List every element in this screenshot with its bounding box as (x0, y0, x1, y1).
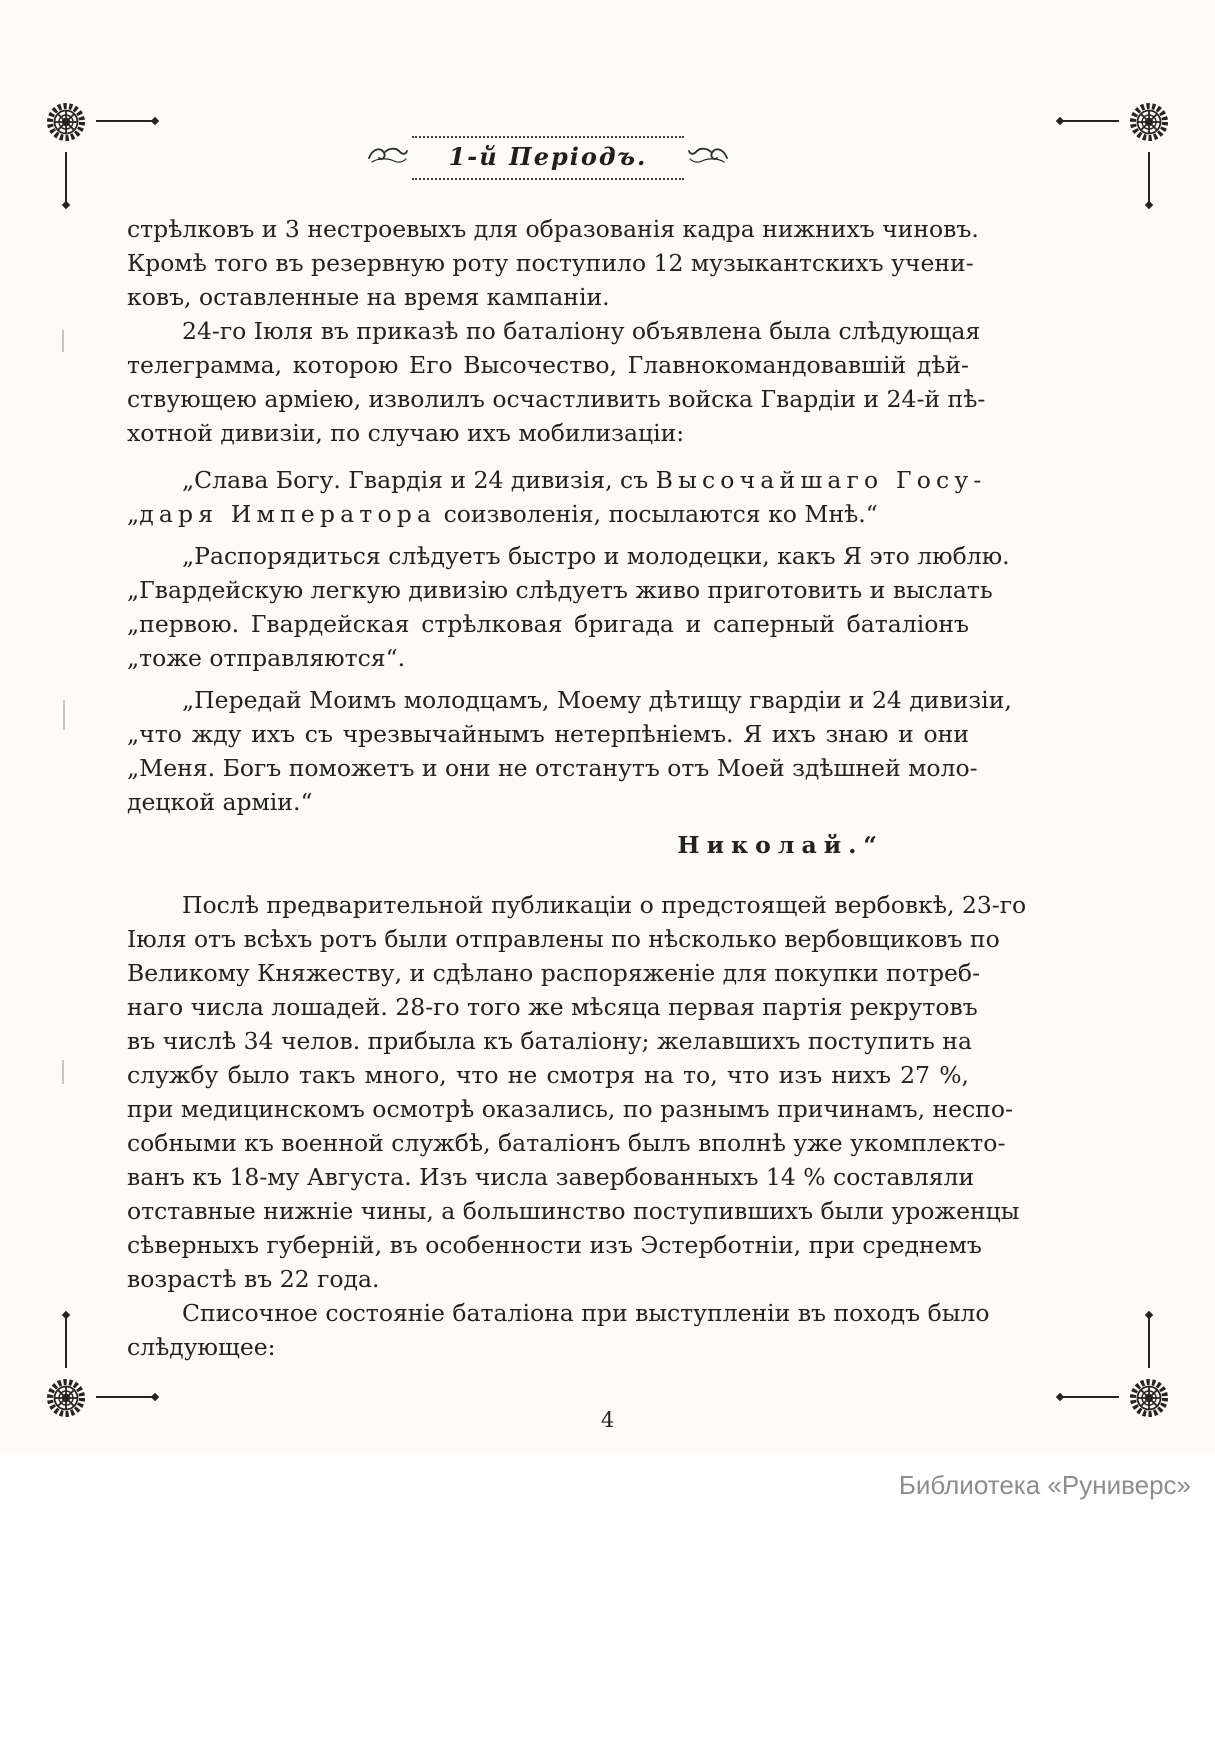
text-line: въ числѣ 34 челов. прибыла къ баталіону; желавшихъ поступить на (127, 1027, 972, 1055)
text-line: слѣдующее: (127, 1333, 276, 1361)
border-line (1148, 1316, 1150, 1368)
text-line: „Передай Моимъ молодцамъ, Моему дѣтищу гвардіи и 24 дивизіи, (182, 686, 1012, 714)
text-line: „первою. Гвардейская стрѣлковая бригада и саперный баталіонъ (127, 610, 969, 638)
paragraph-body (127, 314, 986, 450)
text-line: Послѣ предварительной публикаціи о предстоящей вербовкѣ, 23-го (182, 891, 1027, 919)
text-line: „что жду ихъ съ чрезвычайнымъ нетерпѣніемъ. Я ихъ знаю и они (127, 720, 969, 748)
section-title-box (412, 136, 684, 180)
scan-artifact (63, 700, 65, 730)
text-line: ковъ, оставленные на время кампаніи. (127, 283, 610, 311)
text-line: Іюля отъ всѣхъ ротъ были отправлены по нѣсколько вербовщиковъ по (127, 925, 1000, 953)
corner-ornament-top-right (1127, 100, 1171, 144)
border-line (96, 120, 154, 122)
page-number: 4 (600, 1408, 615, 1432)
section-title: 1-й Періодъ. (448, 142, 648, 171)
library-watermark: Библиотека «Руниверс» (898, 1470, 1191, 1500)
border-line (1061, 120, 1119, 122)
text-line: стрѣлковъ и 3 нестроевыхъ для образованія кадра нижнихъ чиновъ. (127, 215, 979, 243)
border-line (65, 152, 67, 204)
fleuron-icon (368, 145, 408, 171)
paragraph-body (127, 1296, 990, 1364)
border-line (1148, 152, 1150, 204)
text-line: „тоже отправляются“. (127, 644, 406, 672)
border-line (96, 1396, 154, 1398)
text-line: отставные нижніе чины, а большинство поступившихъ были уроженцы (127, 1197, 1020, 1225)
rosette-icon (44, 100, 88, 144)
text-line: собными къ военной службѣ, баталіонъ былъ вполнѣ уже укомплекто- (127, 1129, 1006, 1157)
section-header (368, 136, 728, 180)
paragraph-quote (127, 683, 1012, 819)
text-line: Кромѣ того въ резервную роту поступило 12 музыкантскихъ учени- (127, 249, 974, 277)
border-line (65, 1316, 67, 1368)
text-line: службу было такъ много, что не смотря на то, что изъ нихъ 27 %, (127, 1061, 969, 1089)
text-line: при медицинскомъ осмотрѣ оказались, по разнымъ причинамъ, неспо- (127, 1095, 1013, 1123)
text-line: сѣверныхъ губерній, въ особенности изъ Эстерботніи, при среднемъ (127, 1231, 982, 1259)
text-line: Списочное состояніе баталіона при выступленіи въ походъ было (182, 1299, 990, 1327)
text-line: возрастѣ въ 22 года. (127, 1265, 380, 1293)
text-line: „Слава Богу. Гвардія и 24 дивизія, съ Высочайшаго Госу- (182, 466, 987, 494)
border-line (1061, 1396, 1119, 1398)
corner-ornament-top-left (44, 100, 88, 144)
page-text (127, 212, 1027, 1364)
text-line: „Распорядиться слѣдуетъ быстро и молодецки, какъ Я это люблю. (182, 542, 1010, 570)
paragraph-quote (127, 539, 1010, 675)
text-line: ствующею арміею, изволилъ осчастливить войска Гвардіи и 24-й пѣ- (127, 385, 986, 413)
text-line: „Меня. Богъ поможетъ и они не отстанутъ отъ Моей здѣшней моло- (127, 754, 978, 782)
text-line: децкой арміи.“ (127, 788, 313, 816)
rosette-icon (1127, 100, 1171, 144)
text-line: „даря Императора соизволенія, посылаются ко Мнѣ.“ (127, 500, 878, 528)
text-line: наго числа лошадей. 28-го того же мѣсяца первая партія рекрутовъ (127, 993, 978, 1021)
text-line: телеграмма, которою Его Высочество, Главнокомандовавшій дѣй- (127, 351, 969, 379)
text-line: ванъ къ 18-му Августа. Изъ числа завербованныхъ 14 % составляли (127, 1163, 975, 1191)
text-line: Николай.“ (677, 831, 884, 859)
text-line: Великому Княжеству, и сдѣлано распоряженіе для покупки потреб- (127, 959, 981, 987)
text-line: 24-го Іюля въ приказѣ по баталіону объявлена была слѣдующая (182, 317, 981, 345)
scan-artifact (62, 330, 64, 352)
fleuron-icon (688, 145, 728, 171)
paragraph-body (127, 212, 979, 314)
text-line: „Гвардейскую легкую дивизію слѣдуетъ живо приготовить и выслать (127, 576, 993, 604)
scan-artifact (62, 1060, 64, 1084)
signature (127, 828, 969, 862)
paragraph-body (127, 888, 1027, 1296)
paragraph-quote (127, 463, 987, 531)
text-line: хотной дивизіи, по случаю ихъ мобилизаціи: (127, 419, 685, 447)
